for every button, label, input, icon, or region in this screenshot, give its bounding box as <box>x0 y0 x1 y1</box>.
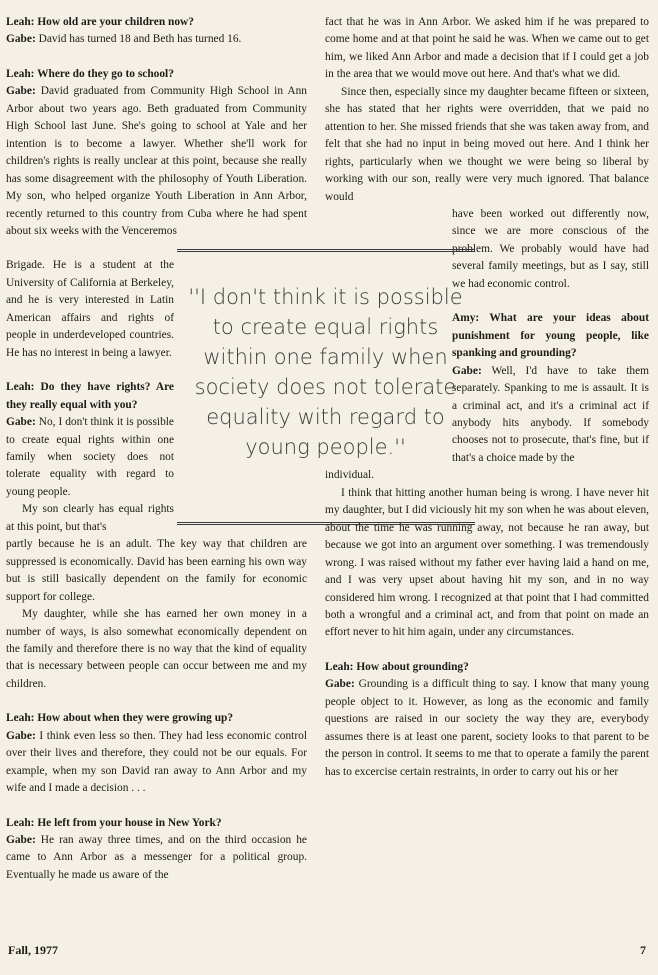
question: Amy: What are your ideas about punishment for young people, like spanking and grounding? <box>452 312 649 360</box>
question: Leah: How old are your children now? <box>6 16 194 28</box>
answer: Gabe: He ran away three times, and on the third occasion he came to Ann Arbor as a messenger for a political group. Eventually he made us aware of the <box>6 834 307 881</box>
paragraph: individual. <box>325 469 375 482</box>
inset-left <box>6 257 174 536</box>
paragraph: have been worked out differently now, since we are more conscious of the problem. We probably would have had several family meetings, but as I say, still we had economic control. <box>452 207 649 290</box>
answer: Gabe: No, I don't think it is possible to create equal rights within one family when society does not tolerate equality with regard to young people. <box>6 416 174 498</box>
paragraph: I think that hitting another human being is wrong. I have never hit my daughter, but I did viciously hit my son when he was about eleven, about the time he was running away, not because he ran away, but because we got into an argument over something. I was tremendously wrong. I was raised without my father ever having laid a hand on me, and I was very upset about having hit my son, and in no way considered him wrong. I recognized at that point that I had committed both a wrongful and a criminal act, and from that point on made an effort never to hit him again, under any circumstances. <box>325 486 649 639</box>
answer: Gabe: David graduated from Community High School in Ann Arbor about two years ago. Beth graduated from Community High School last June. She's going to school at Yale and her intention is to become a lawyer. Whether she'll work for children's rights is really unclear at this point, because she really has some disagreement with the philosophy of Youth Liberation. My son, who helped organize Youth Liberation in Ann Arbor, recently returned to this country from Cuba where he had spent about six weeks with the Venceremos <box>6 85 307 237</box>
paragraph: Brigade. He is a student at the University of California at Berkeley, and he is very interested in Latin American affairs and rights of people in underdeveloped countries. He has no interest in being a lawyer. <box>6 259 174 359</box>
page-number: 7 <box>640 943 646 957</box>
paragraph: fact that he was in Ann Arbor. We asked him if he was prepared to come home and at that point he said he was. When we came out to get him, we liked Ann Arbor and made a decision that if I could get a job in the area that we would move out here. And that's what we did. <box>325 16 649 81</box>
paragraph: partly because he is an adult. The key way that children are suppressed is economically. David has been earning his own way but is still basically dependent on the family for economic support for college. <box>6 538 307 603</box>
footer-issue: Fall, 1977 <box>8 943 58 957</box>
answer: Gabe: David has turned 18 and Beth has turned 16. <box>6 33 242 46</box>
paragraph: My son clearly has equal rights at this point, but that's <box>6 503 174 533</box>
paragraph: Since then, especially since my daughter became fifteen or sixteen, she has stated that her rights were overridden, that we paid no attention to her. She missed friends that she was taken away from, and felt that she had no input in being moved out here. And I think her rights, particularly when we thought we were being so liberal by working with our son, really were very much ignored. That balance would <box>325 85 649 203</box>
answer: Gabe: I think even less so then. They had less economic control over their lives and therefore, they could not be our equals. For example, when my son David ran away to Ann Arbor and my wife and I made a decision . . . <box>6 729 307 795</box>
paragraph: My daughter, while she has earned her own money in a number of ways, is also somewhat economically dependent on the family and therefore there is no way that the kind of equality that is necessary between people can occur between me and my children. <box>6 608 307 690</box>
question: Leah: He left from your house in New York? <box>6 816 222 829</box>
pull-quote: ''I don't think it is possible to create equal rights within one family when society does not tolerate equality with regard to young people.'' <box>188 285 463 459</box>
answer: Gabe: Grounding is a difficult thing to say. I know that many young people object to it. However, as long as the economic and family questions are raised in our society the way they are, everybody assumes there is at least one parent, society looks to that parent to be the person in control. It seems to me that to operate a family the parent has to excercise certain restraints, in order to carry out his or her <box>325 678 649 778</box>
inset-right <box>452 206 649 467</box>
answer: Gabe: Well, I'd have to take them separately. Spanking to me is assault. It is a criminal act, and it's a criminal act if anybody hits anybody. If somebody chooses not to prosecute, that's fine, but if that's a choice made by the <box>452 364 649 464</box>
question: Leah: Where do they go to school? <box>6 67 174 80</box>
question: Leah: Do they have rights? Are they really equal with you? <box>6 381 174 411</box>
question: Leah: How about grounding? <box>325 660 469 673</box>
question: Leah: How about when they were growing up? <box>6 712 234 725</box>
